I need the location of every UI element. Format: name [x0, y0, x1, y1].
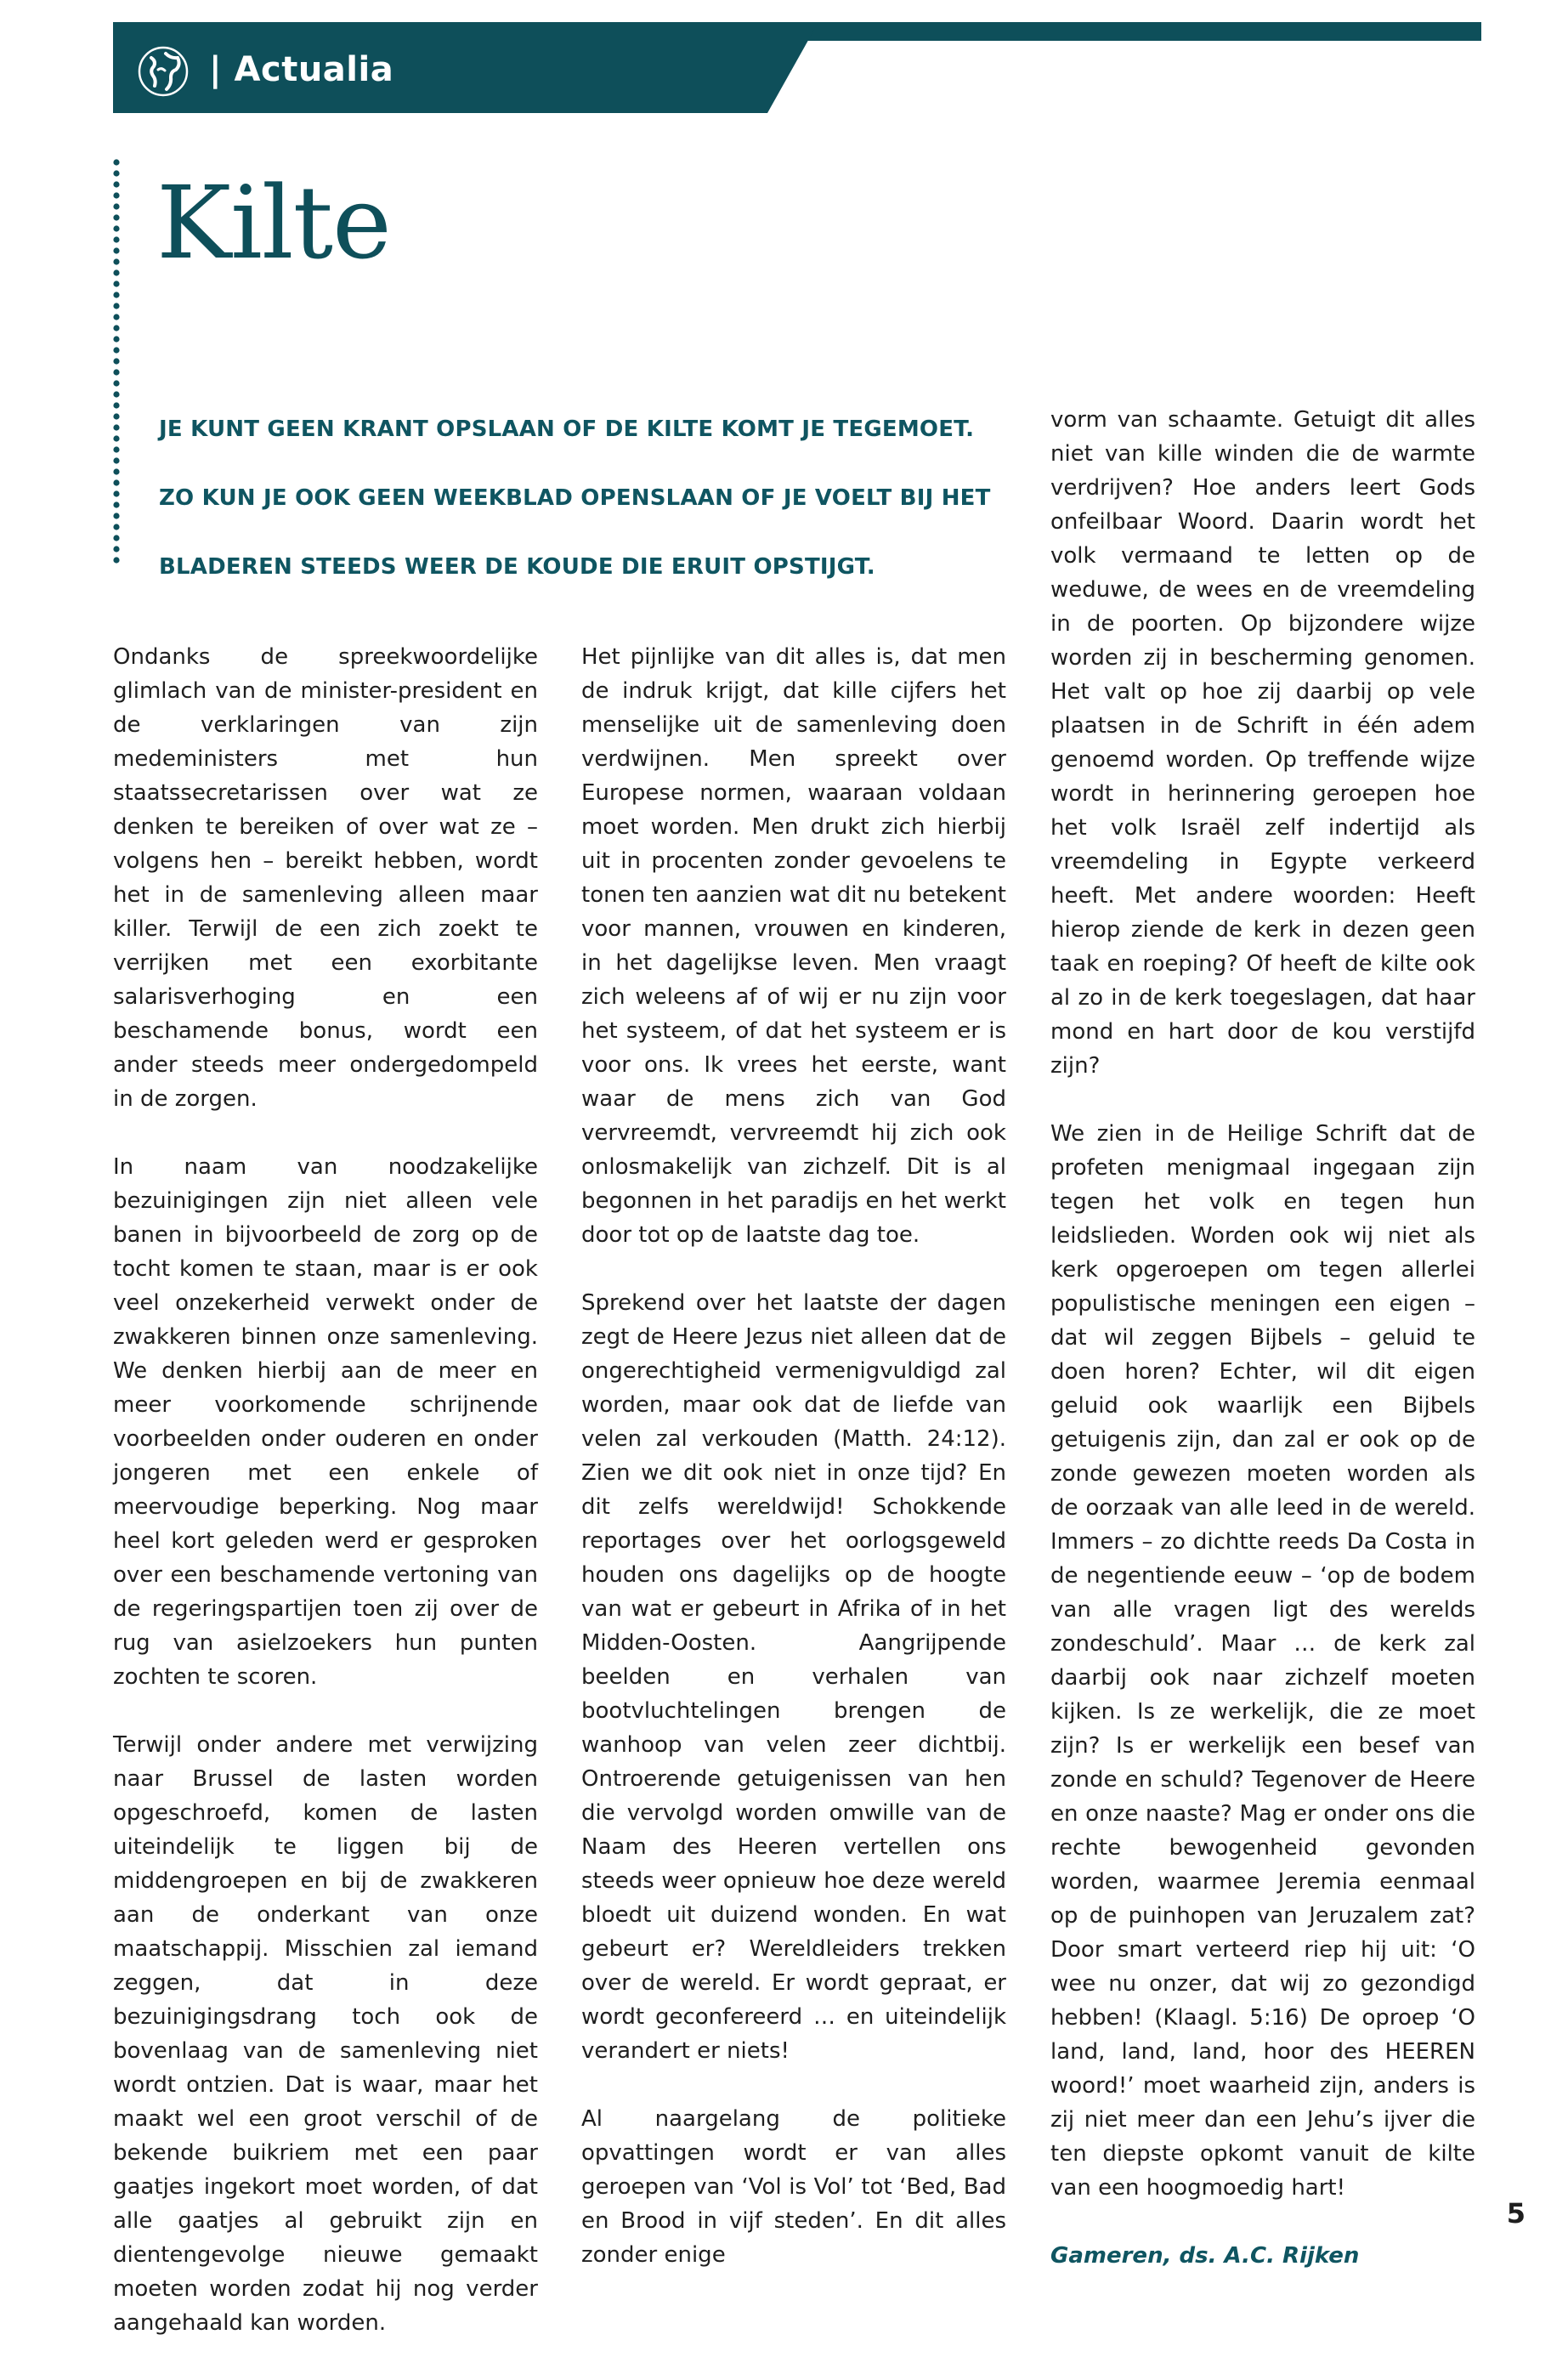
rule-dot [113, 314, 119, 320]
rule-dot [113, 402, 119, 408]
article-title: Kilte [156, 164, 391, 281]
rule-dot [113, 457, 119, 463]
rule-dot [113, 413, 119, 419]
paragraph: Sprekend over het laatste der dagen zegt de Heere Jezus niet alleen dat de ongerechtigheid vermenigvuldigd zal worden, maar ook dat de liefde van velen zal verkouden (Matth. 24:12). Zien we dit ook niet in onze tijd? En dit zelfs wereldwijd! Schokkende reportages over het oorlogsgeweld houden ons dagelijks op de hoogte van wat er gebeurt in Afrika of in het Midden-Oosten. Aangrijpende beelden en verhalen van bootvluchtelingen brengen de wanhoop van velen zeer dichtbij. Ontroerende getuigenissen van hen die vervolgd worden omwille van de Naam des Heeren vertellen ons steeds weer opnieuw hoe deze wereld bloedt uit duizend wonden. En wat gebeurt er? Wereldleiders trekken over de wereld. Er wordt gepraat, er wordt geconfereerd … en uiteindelijk verandert er niets! [581, 1290, 1006, 2064]
rule-dot [113, 358, 119, 364]
rule-dot [113, 347, 119, 353]
author-signature: Gameren, ds. A.C. Rijken [1050, 2243, 1360, 2269]
rule-dot [113, 435, 119, 441]
rule-dot [113, 479, 119, 485]
rule-dot [113, 513, 119, 518]
rule-dot [113, 236, 119, 242]
rule-dot [113, 369, 119, 375]
rule-dot [113, 247, 119, 253]
paragraph: Al naargelang de politieke opvattingen wordt er van alles geroepen van ‘Vol is Vol’ tot ‘Bed, Bad en Brood in vijf steden’. En dit alles zonder enige [581, 2106, 1006, 2268]
rule-dot [113, 380, 119, 386]
rule-dot [113, 535, 119, 541]
rule-dot [113, 557, 119, 563]
rule-dot [113, 325, 119, 331]
column-3 [1050, 403, 1475, 2273]
paragraph: Terwijl onder andere met verwijzing naar Brussel de lasten worden opgeschroefd, komen de lasten uiteindelijk te liggen bij de middengroepen en bij de zwakkeren aan de onderkant van onze maatschappij. Misschien zal iemand zeggen, dat in deze bezuinigingsdrang toch ook de bovenlaag van de samenleving niet wordt ontzien. Dat is waar, maar het maakt wel een groot verschil of de bekende buikriem met een paar gaatjes ingekort moet worden, of dat alle gaatjes al gebruikt zijn en dientengevolge nieuwe gemaakt moeten worden zodat hij nog verder aangehaald kan worden. [113, 1732, 538, 2336]
rule-dot [113, 424, 119, 430]
rule-dot [113, 225, 119, 231]
column-2 [581, 640, 1006, 2306]
rule-dot [113, 446, 119, 452]
paragraph: vorm van schaamte. Getuigt dit alles niet van kille winden die de warmte verdrijven? Hoe anders leert Gods onfeilbaar Woord. Daarin wordt het volk vermaand te letten op de weduwe, de wees en de vreemdeling in de poorten. Op bijzondere wijze worden zij in bescherming genomen. Het valt op hoe zij daarbij op vele plaatsen in de Schrift in één adem genoemd worden. Op treffende wijze wordt in herinnering geroepen hoe het volk Israël zelf indertijd als vreemdeling in Egypte verkeerd heeft. Met andere woorden: Heeft hierop ziende de kerk in dezen geen taak en roeping? Of heeft de kilte ook al zo in de kerk toegeslagen, dat haar mond en hart door de kou verstijfd zijn? [1050, 407, 1475, 1079]
rule-dot [113, 490, 119, 496]
rule-dot [113, 181, 119, 187]
dotted-rule [112, 158, 121, 564]
paragraph: In naam van noodzakelijke bezuinigingen zijn niet alleen vele banen in bijvoorbeeld de zorg op de tocht komen te staan, maar is er ook veel onzekerheid verwekt onder de zwakkeren binnen onze samenleving. We denken hierbij aan de meer en meer voorkomende schrijnende voorbeelden onder ouderen en onder jongeren met een enkele of meervoudige beperking. Nog maar heel kort geleden werd er gesproken over een beschamende vertoning van de regeringspartijen toen zij over de rug van asielzoekers hun punten zochten te scoren. [113, 1154, 538, 1690]
rule-dot [113, 524, 119, 530]
globe-icon [138, 46, 189, 97]
rule-dot [113, 292, 119, 297]
section-label: | Actualia [209, 50, 394, 89]
rule-dot [113, 391, 119, 397]
rule-dot [113, 269, 119, 275]
rule-dot [113, 258, 119, 264]
rule-dot [113, 336, 119, 342]
rule-dot [113, 303, 119, 309]
paragraph: Het pijnlijke van dit alles is, dat men de indruk krijgt, dat kille cijfers het menselijke uit de samenleving doen verdwijnen. Men spreekt over Europese normen, waaraan voldaan moet worden. Men drukt zich hierbij uit in procenten zonder gevoelens te tonen ten aanzien wat dit nu betekent voor mannen, vrouwen en kinderen, in het dagelijkse leven. Men vraagt zich weleens af of wij er nu zijn voor het systeem, of dat het systeem er is voor ons. Ik vrees het eerste, want waar de mens zich van God vervreemdt, vervreemdt hij zich ook onlosmakelijk van zichzelf. Dit is al begonnen in het paradijs en het werkt door tot op de laatste dag toe. [581, 644, 1006, 1248]
rule-dot [113, 280, 119, 286]
page-number: 5 [1506, 2197, 1526, 2230]
rule-dot [113, 170, 119, 176]
column-1 [113, 640, 538, 2374]
rule-dot [113, 501, 119, 507]
rule-dot [113, 192, 119, 198]
paragraph: We zien in de Heilige Schrift dat de profeten menigmaal ingegaan zijn tegen het volk en tegen hun leidslieden. Worden ook wij niet als kerk opgeroepen om tegen allerlei populistische meningen een eigen – dat wil zeggen Bijbels – geluid te doen horen? Echter, wil dit eigen geluid ook waarlijk een Bijbels getuigenis zijn, dan zal er ook op de zonde gewezen moeten worden als de oorzaak van alle leed in de wereld. Immers – zo dichtte reeds Da Costa in de negentiende eeuw – ‘op de bodem van alle vragen ligt des werelds zondeschuld’. Maar … de kerk zal daarbij ook naar zichzelf moeten kijken. Is ze werkelijk, die ze moet zijn? Is er werkelijk een besef van zonde en schuld? Tegenover de Heere en onze naaste? Mag er onder ons die rechte bewogenheid gevonden worden, waarmee Jeremia eenmaal op de puinhopen van Jeruzalem zat? Door smart verteerd riep hij uit: ‘O wee nu onzer, dat wij zo gezondigd hebben! (Klaagl. 5:16) De oproep ‘O land, land, land, hoor des HEEREN woord!’ moet waarheid zijn, anders is zij niet meer dan een Jehu’s ijver die ten diepste opkomt vanuit de kilte van een hoogmoedig hart! [1050, 1121, 1475, 2201]
rule-dot [113, 468, 119, 474]
article-lead: JE KUNT GEEN KRANT OPSLAAN OF DE KILTE KOMT JE TEGEMOET. ZO KUN JE OOK GEEN WEEKBLAD OPENSLAAN OF JE VOELT BIJ HET BLADEREN STEEDS WEER DE KOUDE DIE ERUIT OPSTIJGT. [159, 416, 991, 580]
rule-dot [113, 214, 119, 220]
rule-dot [113, 159, 119, 165]
rule-dot [113, 546, 119, 552]
rule-dot [113, 203, 119, 209]
paragraph: Ondanks de spreekwoordelijke glimlach van de minister-president en de verklaringen van zijn medeministers met hun staatssecretarissen over wat ze denken te bereiken of over wat ze – volgens hen – bereikt hebben, wordt het in de samenleving alleen maar killer. Terwijl de een zich zoekt te verrijken met een exorbitante salarisverhoging en een beschamende bonus, wordt een ander steeds meer ondergedompeld in de zorgen. [113, 644, 538, 1112]
